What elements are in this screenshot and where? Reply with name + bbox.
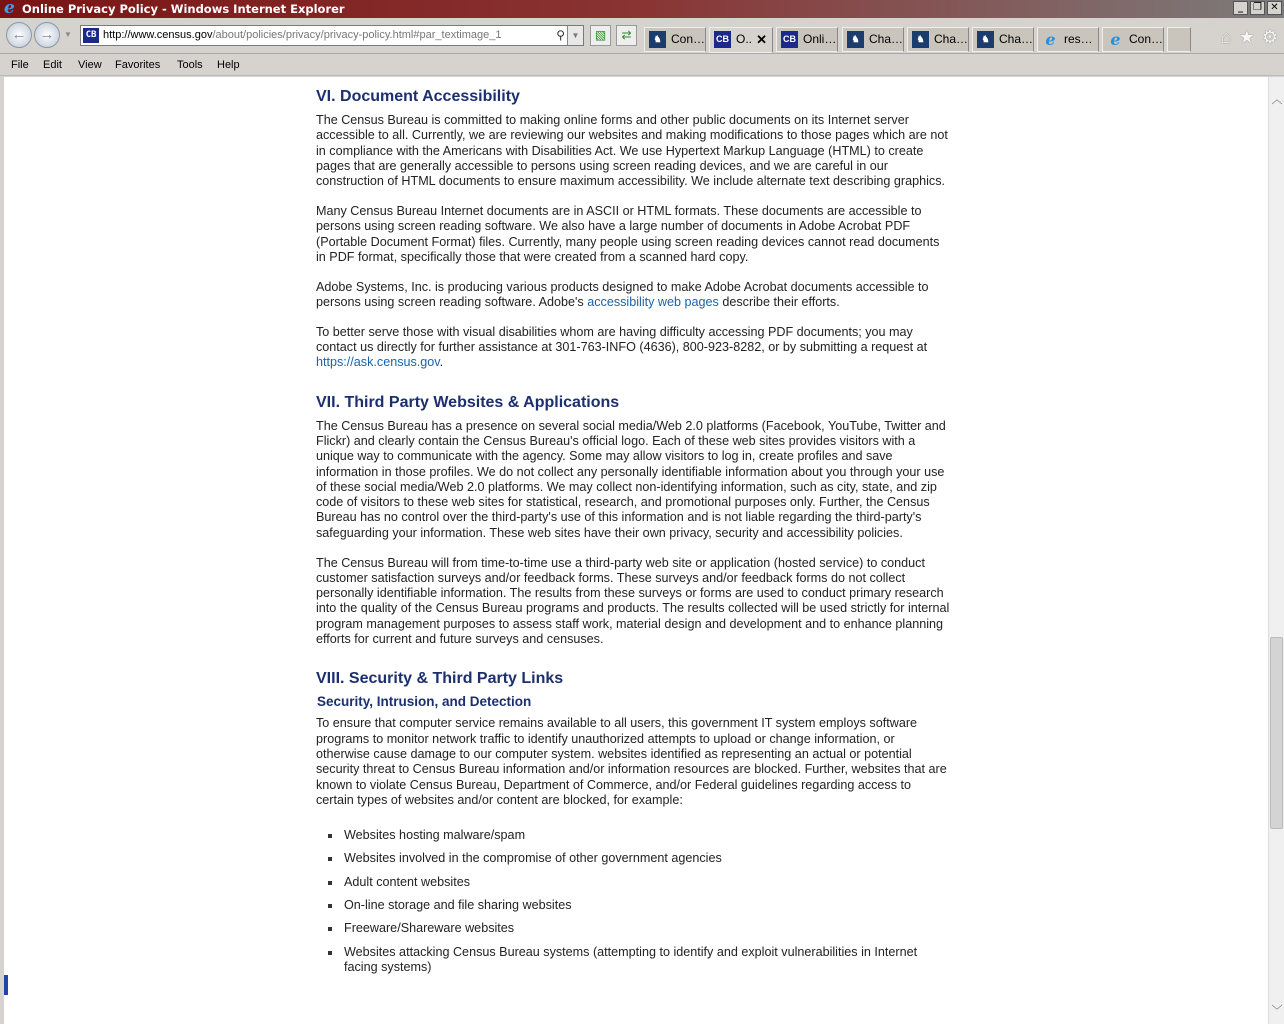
compatibility-view-icon[interactable]: ▧ <box>590 25 611 46</box>
list-item: Websites attacking Census Bureau systems (attempting to identify and exploit vulnerabilities in Internet facing systems) <box>328 945 950 976</box>
address-bar[interactable] <box>80 25 584 46</box>
blocked-sites-list <box>316 828 950 975</box>
tab-label: Cha… <box>869 32 904 46</box>
site-favicon: CB <box>83 28 99 43</box>
ie-logo-icon: e <box>4 0 15 18</box>
tab-active[interactable] <box>709 27 773 53</box>
address-dropdown-icon[interactable]: ▼ <box>567 26 583 45</box>
tab[interactable] <box>842 27 904 52</box>
list-item: Freeware/Shareware websites <box>328 921 950 936</box>
tab-label: Cha… <box>999 32 1034 46</box>
tab-label: Con… <box>1129 32 1164 46</box>
window-title: Online Privacy Policy - Windows Internet Explorer <box>22 2 345 16</box>
tab[interactable] <box>1037 27 1099 52</box>
helmet-icon: ♞ <box>847 31 864 48</box>
scrollbar-thumb[interactable] <box>1270 637 1283 829</box>
accessibility-web-pages-link[interactable]: accessibility web pages <box>587 294 719 309</box>
left-marker <box>4 975 8 995</box>
search-icon[interactable]: ⚲ <box>556 28 565 42</box>
paragraph: The Census Bureau is committed to making online forms and other public documents on its Internet server accessible to all. Currently, we are reviewing our websites and making modifications to those pages which are not in compliance with the Americans with Disabilities Act. We use Hypertext Markup Language (HTML) to create pages that are generally accessible to persons using screen reading devices, and we are careful in our construction of HTML documents to ensure maximum accessibility. We include alternate text describing graphics. <box>316 113 948 189</box>
tab-label: O.. <box>736 32 753 46</box>
ie-icon: e <box>1110 30 1121 49</box>
menu-file[interactable]: File <box>11 59 29 71</box>
minimize-button[interactable]: _ <box>1233 1 1248 15</box>
paragraph: Many Census Bureau Internet documents are in ASCII or HTML formats. These documents are accessible to persons using screen reading software. We also have a large number of documents in Adobe Acrobat PDF (Portable Document Format) files. Currently, many people using screen reading devices cannot read documents in PDF format, specifically those that were created from a scanned hard copy. <box>316 203 940 264</box>
url-domain: http://www.census.gov <box>103 29 213 41</box>
tab-label: Cha… <box>934 32 969 46</box>
subheading-security-intrusion: Security, Intrusion, and Detection <box>317 694 532 710</box>
close-tab-icon[interactable]: ✕ <box>756 32 767 47</box>
menu-favorites[interactable]: Favorites <box>115 59 161 71</box>
favorites-star-icon[interactable]: ★ <box>1238 27 1255 47</box>
list-item: On-line storage and file sharing websites <box>328 898 950 913</box>
menu-help[interactable]: Help <box>217 59 240 71</box>
tab-label: res… <box>1064 32 1093 46</box>
helmet-icon: ♞ <box>649 31 666 48</box>
helmet-icon: ♞ <box>977 31 994 48</box>
home-icon[interactable]: ⌂ <box>1220 27 1232 47</box>
paragraph: To ensure that computer service remains available to all users, this government IT system employs software programs to monitor network traffic to identify unauthorized attempts to upload or change information, or otherwise cause damage to our computer system. websites identified as representing an actual or potential security threat to Census Bureau information and/or information resources are blocked. Further, websites that are known to violate Census Bureau, Department of Commerce, and/or Federal guidelines regarding access to certain types of websites and/or content are blocked, for example: <box>316 716 947 807</box>
tab[interactable] <box>776 27 838 52</box>
menu-tools[interactable]: Tools <box>177 59 203 71</box>
new-tab-button[interactable] <box>1167 27 1191 52</box>
forward-button[interactable]: → <box>34 22 60 48</box>
menu-bar <box>0 55 1284 76</box>
recent-pages-dropdown-icon[interactable]: ▼ <box>64 30 72 39</box>
paragraph: The Census Bureau will from time-to-time use a third-party web site or application (hosted service) to conduct customer satisfaction surveys and/or feedback forms. These surveys and/or feedback forms do not collect personally identifiable information. The results from these surveys or forms are used to conduct primary research into the quality of the Census Bureau programs and products. The results collected will be used strictly for internal program management purposes to assess staff work, material design and development and to enhance planning efforts for current and future surveys and censuses. <box>316 555 950 647</box>
ie-icon: e <box>1045 30 1056 49</box>
list-item: Websites involved in the compromise of other government agencies <box>328 851 950 866</box>
url-path: /about/policies/privacy/privacy-policy.html#par_textimage_1 <box>212 29 502 41</box>
menu-edit[interactable]: Edit <box>43 59 62 71</box>
section-heading-third-party: VII. Third Party Websites & Applications <box>316 393 620 411</box>
tab-label: Onli… <box>803 32 837 46</box>
cb-icon: CB <box>781 31 798 48</box>
section-heading-security: VIII. Security & Third Party Links <box>316 670 564 688</box>
tab[interactable] <box>907 27 969 52</box>
page-content <box>0 77 1268 1024</box>
menu-view[interactable]: View <box>78 59 102 71</box>
refresh-icon[interactable]: ⇄ <box>616 25 637 46</box>
ask-census-link[interactable]: https://ask.census.gov <box>316 355 440 370</box>
vertical-scrollbar[interactable] <box>1268 77 1284 1024</box>
restore-button[interactable]: ❐ <box>1250 1 1265 15</box>
tab-label: Con… <box>671 32 706 46</box>
tab[interactable] <box>644 27 706 52</box>
scroll-up-icon[interactable]: ︿ <box>1271 94 1283 106</box>
navigation-bar <box>0 18 1284 54</box>
close-button[interactable]: ✕ <box>1267 1 1282 15</box>
section-heading-document-accessibility: VI. Document Accessibility <box>316 88 520 105</box>
tab[interactable] <box>1102 27 1164 52</box>
cb-icon: CB <box>714 31 731 48</box>
paragraph: The Census Bureau has a presence on several social media/Web 2.0 platforms (Facebook, YouTube, Twitter and Flickr) and clearly contain the Census Bureau's official logo. Each of these web sites provides visitors with a unique way to communicate with the agency. Some may allow visitors to log in, create profiles and save information in those profiles. We do not collect any personally identifiable information about you through your use of these social media/Web 2.0 platforms. We may collect non-identifying information, such as city, state, and zip code of visitors to these web sites for statistical, research, and promotional purposes only. Further, the Census Bureau has no control over the third-party's use of this information and is not liable regarding the third-party's safeguarding your information. These web sites have their own privacy, security and accessibility policies. <box>316 418 946 540</box>
list-item: Websites hosting malware/spam <box>328 828 950 843</box>
list-item: Adult content websites <box>328 875 950 890</box>
scroll-down-icon[interactable]: ﹀ <box>1271 1005 1283 1017</box>
settings-gear-icon[interactable]: ⚙ <box>1261 27 1278 47</box>
paragraph: To better serve those with visual disabilities whom are having difficulty accessing PDF documents; you may contact us directly for further assistance at 301-763-INFO (4636), 800-923-8282, or by submitting a request at https://ask.census.gov. <box>316 324 928 370</box>
tab[interactable] <box>972 27 1034 52</box>
back-button[interactable]: ← <box>6 22 32 48</box>
title-bar <box>0 0 1284 18</box>
helmet-icon: ♞ <box>912 31 929 48</box>
paragraph: Adobe Systems, Inc. is producing various products designed to make Adobe Acrobat documents accessible to persons using screen reading software. Adobe's accessibility web pages describe their efforts. <box>316 279 929 309</box>
